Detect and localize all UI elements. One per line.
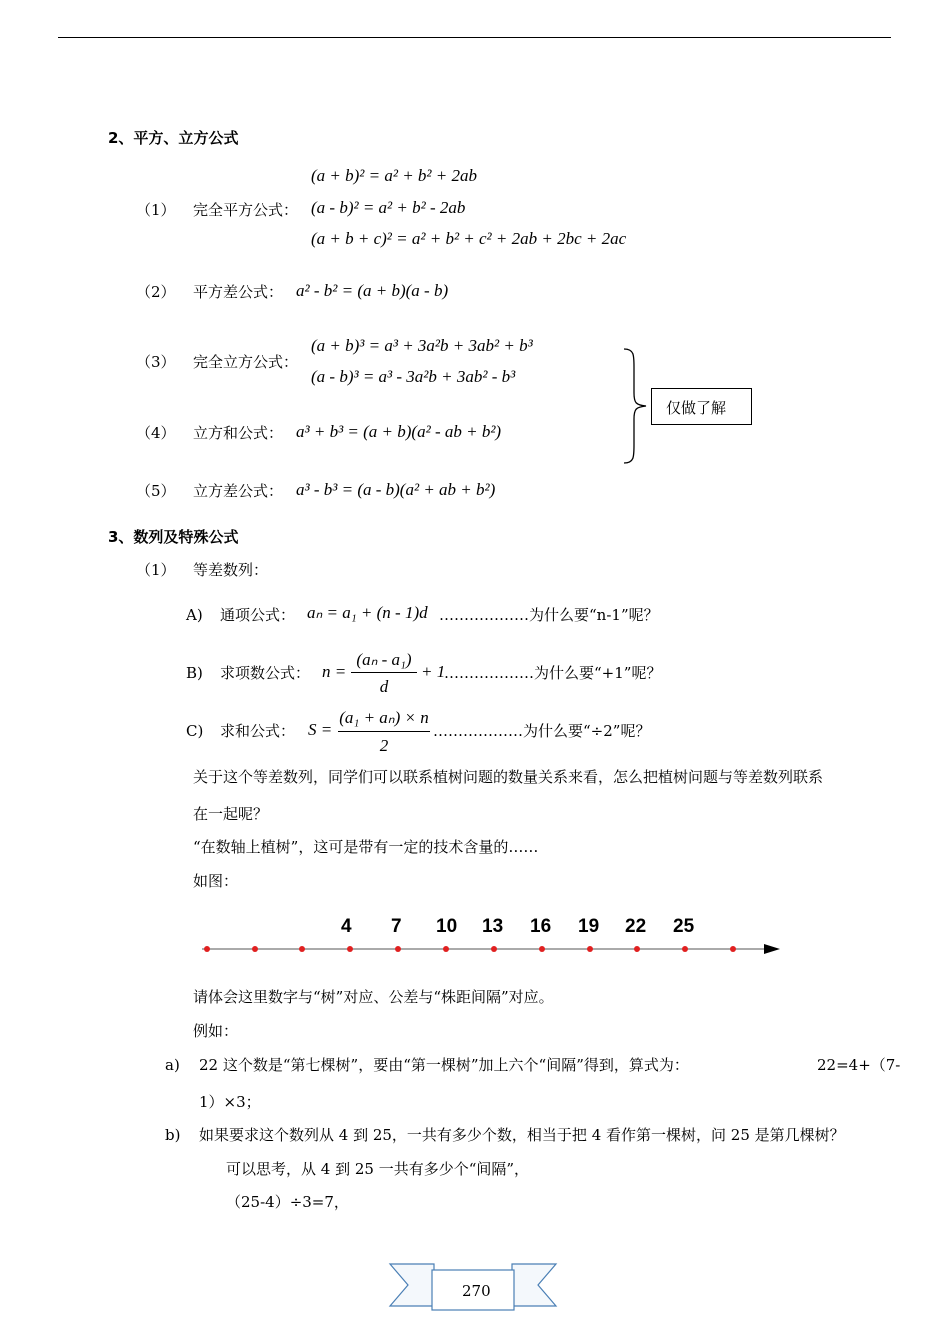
number-line-label: 25 [673, 916, 695, 937]
sub-1-number: （1） [136, 561, 176, 579]
item-4-label: 立方和公式： [193, 424, 284, 442]
item-B-question: ………………为什么要“+1”呢？ [444, 664, 662, 682]
number-line-dot [539, 946, 545, 952]
header-rule [58, 37, 891, 38]
formula-difference-of-squares: a² - b² = (a + b)(a - b) [296, 281, 449, 300]
item-1-label: 完全平方公式： [193, 201, 299, 219]
formula-difference-of-cubes: a³ - b³ = (a - b)(a² + ab + b²) [296, 480, 496, 499]
number-line-dot [491, 946, 497, 952]
formula-sum-denominator: 2 [379, 736, 389, 755]
formula-cube-diff: (a - b)³ = a³ - 3a²b + 3ab² - b³ [311, 367, 516, 386]
number-line-label: 10 [436, 916, 458, 937]
number-line-label: 13 [482, 916, 504, 937]
section-2-heading: 2、平方、立方公式 [108, 129, 239, 147]
number-line-label: 19 [578, 916, 600, 937]
formula-count-numerator: (aₙ - a₁) [356, 650, 412, 669]
number-line-dot [730, 946, 736, 952]
example-b-line-2: 可以思考，从 4 到 25 一共有多少个“间隔”， [226, 1160, 530, 1178]
number-line-dot [252, 946, 258, 952]
formula-square-sum: (a + b)² = a² + b² + 2ab [311, 166, 477, 185]
item-3-number: （3） [136, 353, 176, 371]
item-2-number: （2） [136, 283, 176, 301]
paragraph-4: 请体会这里数字与“树”对应、公差与“株距间隔”对应。 [193, 988, 554, 1006]
paragraph-5: 例如： [193, 1022, 239, 1040]
number-line-dot [347, 946, 353, 952]
right-brace-icon [618, 345, 654, 467]
number-line-label: 7 [391, 916, 402, 937]
number-line-dot [634, 946, 640, 952]
paragraph-2: “在数轴上植树”，这可是带有一定的技术含量的…… [193, 838, 539, 856]
item-A-question: ………………为什么要“n-1”呢？ [439, 606, 659, 624]
item-3-label: 完全立方公式： [193, 353, 299, 371]
paragraph-1-line-1: 关于这个等差数列，同学们可以联系植树问题的数量关系来看，怎么把植树问题与等差数列联系 [193, 768, 824, 786]
number-line-dot [204, 946, 210, 952]
number-line-label: 22 [625, 916, 647, 937]
example-a-mark: a) [165, 1056, 180, 1074]
example-b-line-1: 如果要求这个数列从 4 到 25，一共有多少个数，相当于把 4 看作第一棵树，问 25 是第几棵树？ [199, 1126, 845, 1144]
formula-sum-of-cubes: a³ + b³ = (a + b)(a² - ab + b²) [296, 422, 502, 441]
number-line-dot [682, 946, 688, 952]
fraction-bar [338, 731, 430, 732]
page-number: 270 [462, 1282, 491, 1300]
formula-count-denominator: d [379, 677, 389, 696]
formula-general-term: aₙ = a₁ + (n - 1)d [307, 603, 428, 622]
note-text: 仅做了解 [666, 399, 727, 417]
item-C-question: ………………为什么要“÷2”呢？ [433, 722, 651, 740]
paragraph-3: 如图： [193, 872, 239, 890]
example-a-line-2: 1）×3； [199, 1093, 261, 1111]
sub-1-label: 等差数列： [193, 561, 269, 579]
number-line-label: 4 [341, 916, 352, 937]
note-box [651, 388, 752, 425]
example-b-line-3: （25-4）÷3=7， [226, 1193, 349, 1211]
number-line-dot [299, 946, 305, 952]
item-B-label: 求项数公式： [220, 664, 311, 682]
item-4-number: （4） [136, 424, 176, 442]
formula-count-tail: + 1 [421, 662, 446, 681]
example-a-expression: 22=4+（7- [817, 1056, 901, 1074]
fraction-bar [351, 672, 417, 673]
item-C-label: 求和公式： [220, 722, 296, 740]
number-line-dot [443, 946, 449, 952]
item-C-mark: C) [186, 722, 204, 740]
formula-cube-sum: (a + b)³ = a³ + 3a²b + 3ab² + b³ [311, 336, 533, 355]
item-5-number: （5） [136, 482, 176, 500]
example-a-line-1: 22 这个数是“第七棵树”，要由“第一棵树”加上六个“间隔”得到，算式为： [199, 1056, 689, 1074]
item-2-label: 平方差公式： [193, 283, 284, 301]
formula-trinomial-square: (a + b + c)² = a² + b² + c² + 2ab + 2bc + 2ac [311, 229, 627, 248]
example-b-mark: b) [165, 1126, 181, 1144]
formula-sum-numerator: (a₁ + aₙ) × n [339, 708, 429, 727]
number-line-label: 16 [530, 916, 552, 937]
number-line-dot [395, 946, 401, 952]
formula-sum-lhs: S = [308, 720, 333, 739]
formula-count-lhs: n = [322, 662, 347, 681]
formula-square-diff: (a - b)² = a² + b² - 2ab [311, 198, 466, 217]
paragraph-1-line-2: 在一起呢？ [193, 805, 269, 823]
item-A-label: 通项公式： [220, 606, 296, 624]
number-line-dot [587, 946, 593, 952]
item-A-mark: A) [186, 606, 203, 624]
section-3-heading: 3、数列及特殊公式 [108, 528, 239, 546]
arrow-right-icon [764, 944, 780, 954]
item-1-number: （1） [136, 201, 176, 219]
item-B-mark: B) [186, 664, 203, 682]
item-5-label: 立方差公式： [193, 482, 284, 500]
